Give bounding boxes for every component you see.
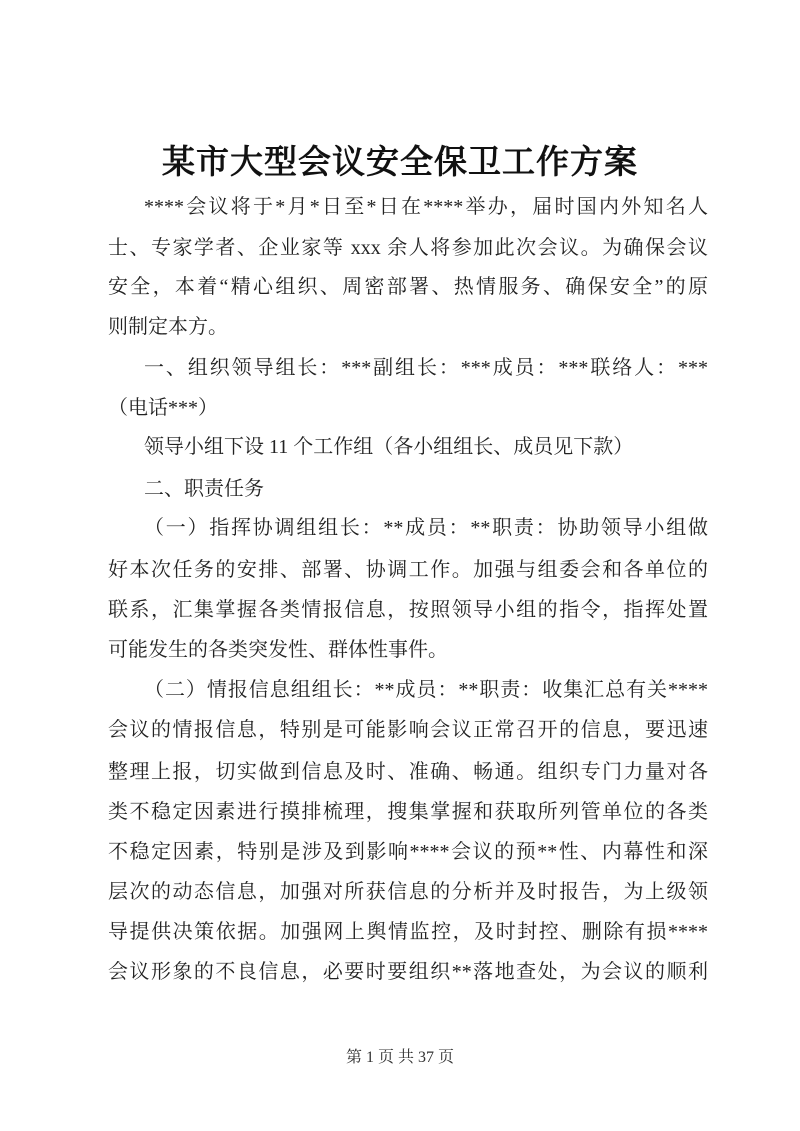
text-line: （电话***）: [108, 397, 218, 419]
text-line: 层次的动态信息，加强对所获信息的分析并及时报告，为上级领: [108, 881, 708, 903]
text-line: 好本次任务的安排、部署、协调工作。加强与组委会和各单位的: [108, 559, 708, 581]
text-line: 一、组织领导组长：***副组长：***成员：***联络人：***: [144, 357, 708, 379]
text-line: （二）情报信息组组长：**成员：**职责：收集汇总有关****: [144, 679, 708, 701]
document-title: 某市大型会议安全保卫工作方案: [162, 145, 638, 181]
text-line: 会议形象的不良信息，必要时要组织**落地查处，为会议的顺利: [108, 961, 708, 983]
text-line: 联系，汇集掌握各类情报信息，按照领导小组的指令，指挥处置: [108, 599, 708, 621]
text-line: 类不稳定因素进行摸排梳理，搜集掌握和获取所列管单位的各类: [108, 801, 708, 823]
text-line: 安全，本着“精心组织、周密部署、热情服务、确保安全”的原: [108, 276, 708, 298]
text-line: 二、职责任务: [144, 478, 264, 500]
text-line: 士、专家学者、企业家等 xxx 余人将参加此次会议。为确保会议: [108, 237, 708, 259]
text-line: 可能发生的各类突发性、群体性事件。: [108, 639, 448, 661]
text-line: （一）指挥协调组组长：**成员：**职责：协助领导小组做: [144, 517, 708, 539]
text-line: 领导小组下设 11 个工作组（各小组组长、成员见下款）: [144, 436, 634, 458]
text-line: 导提供决策依据。加强网上舆情监控，及时封控、删除有损****: [108, 921, 708, 943]
text-line: ****会议将于*月*日至*日在****举办，届时国内外知名人: [144, 196, 708, 218]
text-line: 整理上报，切实做到信息及时、准确、畅通。组织专门力量对各: [108, 761, 708, 783]
page-footer: 第 1 页 共 37 页: [345, 1049, 454, 1066]
text-line: 会议的情报信息，特别是可能影响会议正常召开的信息，要迅速: [108, 719, 708, 741]
text-line: 则制定本方。: [108, 316, 228, 338]
text-line: 不稳定因素，特别是涉及到影响****会议的预**性、内幕性和深: [108, 841, 708, 863]
